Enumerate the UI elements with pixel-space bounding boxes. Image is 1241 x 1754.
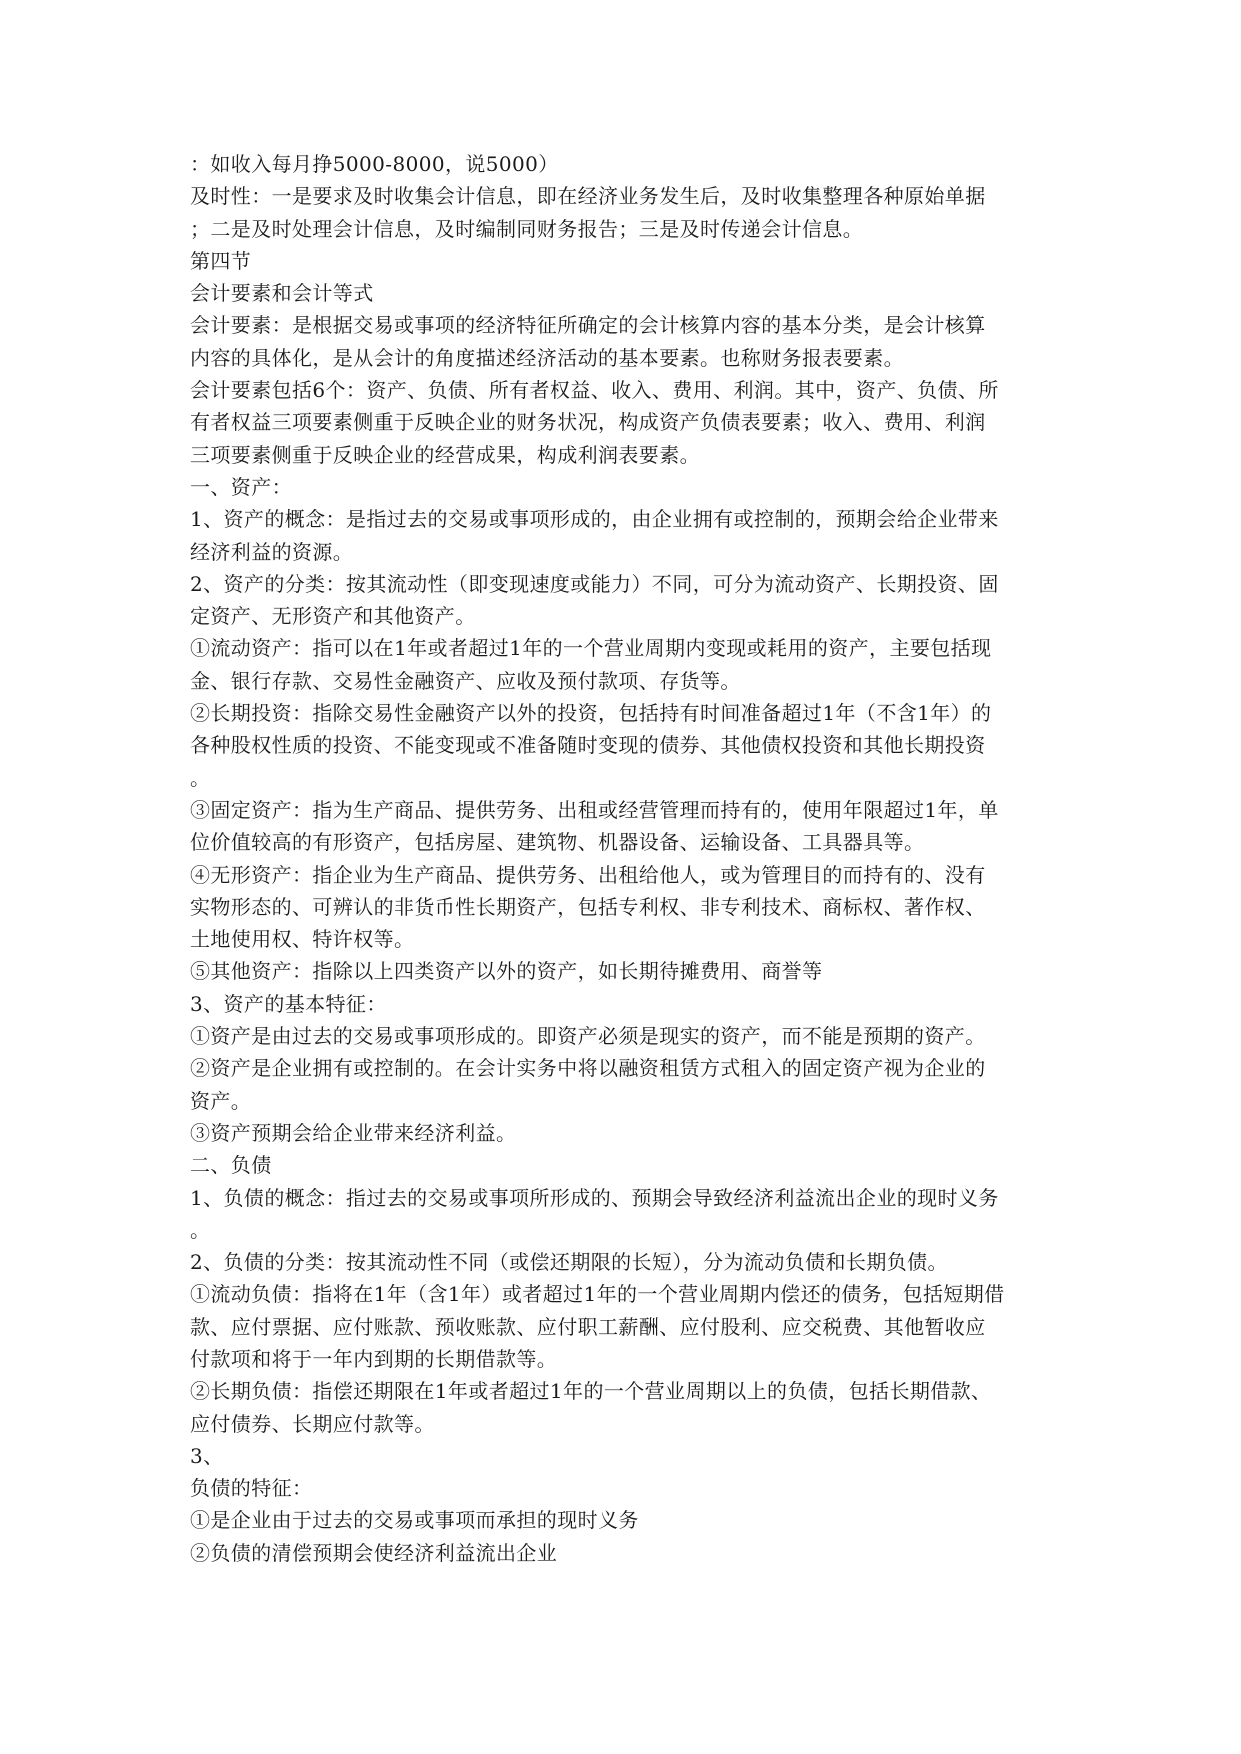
text-line: 三项要素侧重于反映企业的经营成果，构成利润表要素。 <box>190 442 700 467</box>
text-line: 及时性：一是要求及时收集会计信息，即在经济业务发生后，及时收集整理各种原始单据 <box>190 184 986 209</box>
text-line: ③资产预期会给企业带来经济利益。 <box>190 1120 517 1145</box>
text-line: 资产。 <box>190 1088 252 1113</box>
text-line: ④无形资产：指企业为生产商品、提供劳务、出租给他人，或为管理目的而持有的、没有 <box>190 862 986 887</box>
text-line: 3、 <box>190 1443 224 1468</box>
section-title: 会计要素和会计等式 <box>190 281 374 306</box>
text-line: 2、资产的分类：按其流动性（即变现速度或能力）不同，可分为流动资产、长期投资、固 <box>190 571 999 596</box>
text-line: 位价值较高的有形资产，包括房屋、建筑物、机器设备、运输设备、工具器具等。 <box>190 830 925 855</box>
text-line: 1、资产的概念：是指过去的交易或事项形成的，由企业拥有或控制的，预期会给企业带来 <box>190 507 999 532</box>
document-page <box>190 148 1070 1569</box>
text-line: ①流动资产：指可以在1年或者超过1年的一个营业周期内变现或耗用的资产，主要包括现 <box>190 636 992 661</box>
text-line: 。 <box>190 765 211 790</box>
text-line: 2、负债的分类：按其流动性不同（或偿还期限的长短），分为流动负债和长期负债。 <box>190 1250 948 1275</box>
text-line: 内容的具体化，是从会计的角度描述经济活动的基本要素。也称财务报表要素。 <box>190 345 904 370</box>
text-line: 应付债券、长期应付款等。 <box>190 1411 435 1436</box>
text-line: 会计要素包括6个：资产、负债、所有者权益、收入、费用、利润。其中，资产、负债、所 <box>190 378 999 403</box>
text-line: 付款项和将于一年内到期的长期借款等。 <box>190 1346 558 1371</box>
text-line: ①资产是由过去的交易或事项形成的。即资产必须是现实的资产，而不能是预期的资产。 <box>190 1024 986 1049</box>
text-line: ①是企业由于过去的交易或事项而承担的现时义务 <box>190 1508 639 1533</box>
text-line: 3、资产的基本特征： <box>190 991 387 1016</box>
text-line: 金、银行存款、交易性金融资产、应收及预付款项、存货等。 <box>190 668 741 693</box>
text-line: ：如收入每月挣5000-8000，说5000） <box>190 152 559 176</box>
text-line: 有者权益三项要素侧重于反映企业的财务状况，构成资产负债表要素；收入、费用、利润 <box>190 410 986 435</box>
text-line: 。 <box>190 1217 211 1242</box>
text-line: ⑤其他资产：指除以上四类资产以外的资产，如长期待摊费用、商誉等 <box>190 959 823 984</box>
section-number: 第四节 <box>190 248 252 273</box>
text-line: ；二是及时处理会计信息，及时编制同财务报告；三是及时传递会计信息。 <box>190 216 864 241</box>
text-line: ②资产是企业拥有或控制的。在会计实务中将以融资租赁方式租入的固定资产视为企业的 <box>190 1056 986 1081</box>
text-line: ③固定资产：指为生产商品、提供劳务、出租或经营管理而持有的，使用年限超过1年，单 <box>190 797 999 822</box>
text-line: 款、应付票据、应付账款、预收账款、应付职工薪酬、应付股利、应交税费、其他暂收应 <box>190 1314 986 1339</box>
text-line: 土地使用权、特许权等。 <box>190 927 415 952</box>
text-line: 定资产、无形资产和其他资产。 <box>190 604 476 629</box>
subsection-heading-assets: 一、资产： <box>190 474 292 499</box>
text-line: ②负债的清偿预期会使经济利益流出企业 <box>190 1540 558 1565</box>
text-line: ②长期投资：指除交易性金融资产以外的投资，包括持有时间准备超过1年（不含1年）的 <box>190 701 992 726</box>
subsection-heading-liabilities: 二、负债 <box>190 1153 272 1178</box>
text-line: 负债的特征： <box>190 1476 313 1501</box>
text-line: ①流动负债：指将在1年（含1年）或者超过1年的一个营业周期内偿还的债务，包括短期借 <box>190 1282 1005 1307</box>
text-line: 各种股权性质的投资、不能变现或不准备随时变现的债券、其他债权投资和其他长期投资 <box>190 733 986 758</box>
text-line: 1、负债的概念：指过去的交易或事项所形成的、预期会导致经济利益流出企业的现时义务 <box>190 1185 999 1210</box>
text-line: 会计要素：是根据交易或事项的经济特征所确定的会计核算内容的基本分类，是会计核算 <box>190 313 986 338</box>
text-line: ②长期负债：指偿还期限在1年或者超过1年的一个营业周期以上的负债，包括长期借款、 <box>190 1379 992 1404</box>
text-line: 经济利益的资源。 <box>190 539 354 564</box>
text-line: 实物形态的、可辨认的非货币性长期资产，包括专利权、非专利技术、商标权、著作权、 <box>190 894 986 919</box>
